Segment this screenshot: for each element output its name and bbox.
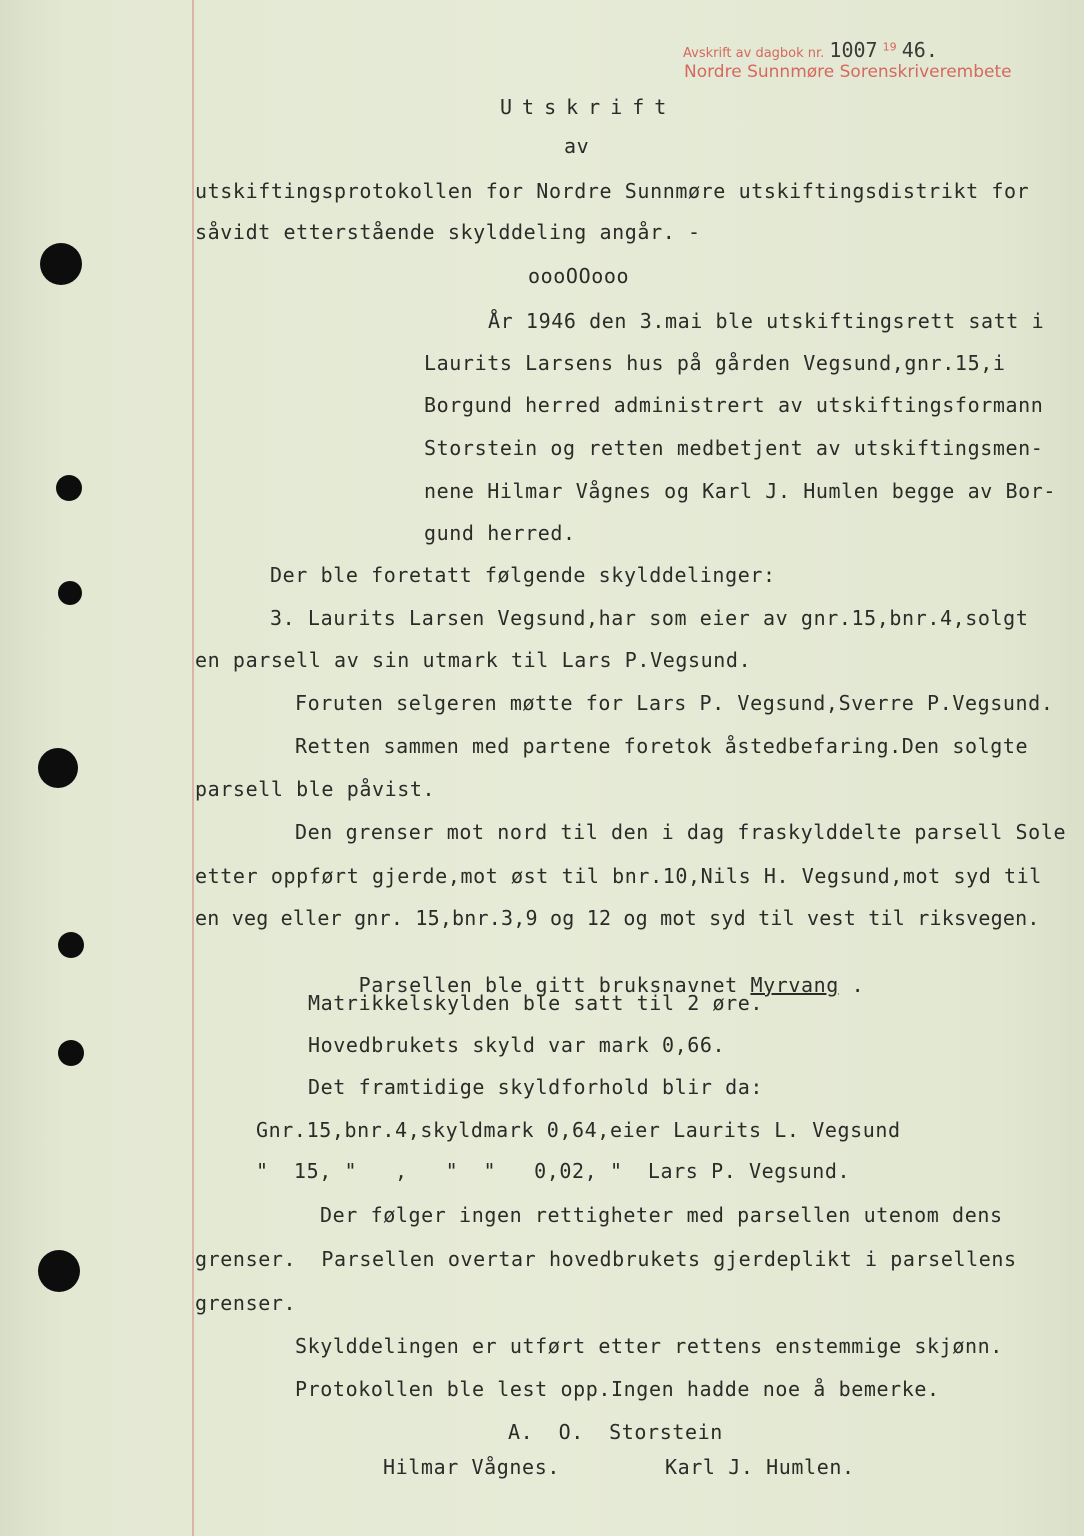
paragraph-line: parsell ble påvist.	[195, 777, 436, 801]
office-stamp	[683, 38, 938, 62]
paragraph-line: Laurits Larsens hus på gården Vegsund,gnr.15,i	[424, 351, 1006, 375]
stamp-office: Nordre Sunnmøre Sorenskriverembete	[684, 62, 1012, 82]
paragraph-line: en veg eller gnr. 15,bnr.3,9 og 12 og mot syd til vest til riksvegen.	[195, 906, 1040, 930]
punch-hole	[38, 748, 78, 788]
separator: oooOOooo	[528, 264, 630, 288]
doc-title-sub: av	[564, 134, 590, 158]
paragraph-line: Det framtidige skyldforhold blir da:	[308, 1075, 764, 1099]
paragraph-line: 3. Laurits Larsen Vegsund,har som eier av gnr.15,bnr.4,solgt	[270, 606, 1029, 630]
paragraph-line: gund herred.	[424, 521, 576, 545]
paragraph-line: Matrikkelskylden ble satt til 2 øre.	[308, 991, 764, 1015]
intro-line: utskiftingsprotokollen for Nordre Sunnmøre utskiftingsdistrikt for	[195, 179, 1030, 203]
punch-hole	[58, 932, 84, 958]
stamp-year: 46.	[901, 38, 938, 62]
signature-chair: A. O. Storstein	[508, 1420, 723, 1444]
doc-title: Utskrift	[500, 95, 677, 119]
paragraph-line: Retten sammen med partene foretok åstedbefaring.Den solgte	[295, 734, 1029, 758]
margin-line	[192, 0, 194, 1536]
paragraph-line: etter oppført gjerde,mot øst til bnr.10,Nils H. Vegsund,mot syd til	[195, 864, 1042, 888]
paragraph-line: Protokollen ble lest opp.Ingen hadde noe å bemerke.	[295, 1377, 940, 1401]
punch-hole	[58, 1040, 84, 1066]
table-row: " 15, " , " " 0,02, " Lars P. Vegsund.	[256, 1159, 851, 1183]
punch-hole	[58, 581, 82, 605]
paragraph-line: nene Hilmar Vågnes og Karl J. Humlen begge av Bor-	[424, 479, 1057, 503]
punch-hole	[56, 475, 82, 501]
paragraph-line: Den grenser mot nord til den i dag fraskylddelte parsell Sole	[295, 820, 1067, 844]
stamp-number: 1007	[829, 38, 878, 62]
paragraph-line: Borgund herred administrert av utskiftingsformann	[424, 393, 1044, 417]
signature-member: Hilmar Vågnes.	[383, 1455, 560, 1479]
paragraph-line: en parsell av sin utmark til Lars P.Vegsund.	[195, 648, 752, 672]
bruksnavn-suffix: .	[838, 973, 865, 997]
paragraph-line: Der ble foretatt følgende skylddelinger:	[270, 563, 776, 587]
stamp-century: 19	[882, 40, 897, 54]
signature-member: Karl J. Humlen.	[665, 1455, 855, 1479]
punch-hole	[38, 1250, 80, 1292]
intro-line: såvidt etterstående skylddeling angår. -	[195, 220, 701, 244]
bruksnavn-prefix: Parsellen ble gitt bruksnavnet	[358, 973, 751, 997]
paragraph-line: Skylddelingen er utført etter rettens enstemmige skjønn.	[295, 1334, 1003, 1358]
paragraph-line: Foruten selgeren møtte for Lars P. Vegsund,Sverre P.Vegsund.	[295, 691, 1054, 715]
paragraph-line: grenser.	[195, 1291, 297, 1315]
paragraph-line: År 1946 den 3.mai ble utskiftingsrett satt i	[488, 309, 1045, 333]
paragraph-line: Storstein og retten medbetjent av utskiftingsmen-	[424, 436, 1044, 460]
punch-hole	[40, 243, 82, 285]
table-row: Gnr.15,bnr.4,skyldmark 0,64,eier Laurits L. Vegsund	[256, 1118, 901, 1142]
bruksnavn: Myrvang	[750, 973, 839, 997]
paragraph-line: grenser. Parsellen overtar hovedbrukets gjerdeplikt i parsellens	[195, 1247, 1017, 1271]
paragraph-line: Hovedbrukets skyld var mark 0,66.	[308, 1033, 726, 1057]
stamp-prefix: Avskrift av dagbok nr.	[683, 46, 825, 61]
paragraph-line: Der følger ingen rettigheter med parsellen utenom dens	[320, 1203, 1003, 1227]
